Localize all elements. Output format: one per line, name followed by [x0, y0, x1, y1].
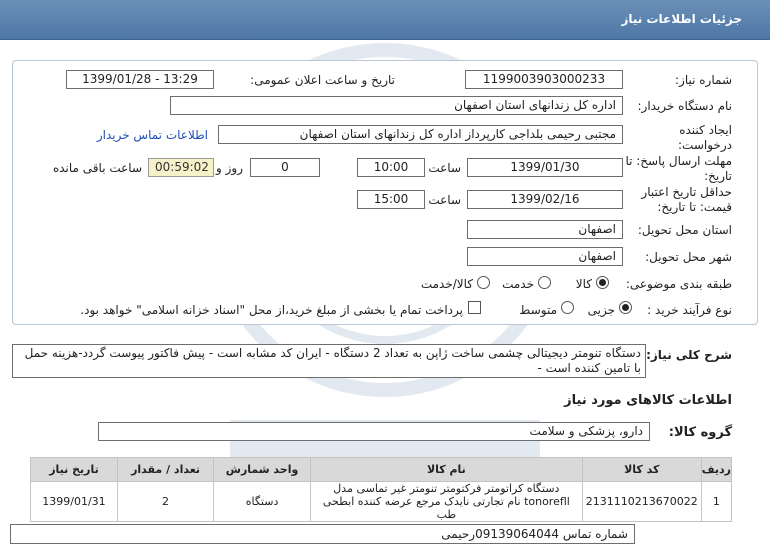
col-unit: واحد شمارش — [214, 458, 311, 482]
city-label: شهر محل تحویل: — [645, 250, 732, 264]
page-header — [0, 0, 770, 40]
category-option-goods-service: کالا/خدمت — [420, 277, 473, 291]
creator-field[interactable]: مجتبی رحیمی بلداجی کارپرداز اداره کل زندانهای استان اصفهان — [218, 125, 623, 144]
description-field: دستگاه تنومتر دیجیتالی چشمی ساخت ژاپن به تعداد 2 دستگاه - ایران کد مشابه است - پیش فاکتور پیوست گردد-هزینه حمل با تامین کننده است - — [12, 344, 646, 378]
reply-deadline-label: مهلت ارسال پاسخ: تا تاریخ: — [625, 154, 732, 183]
buyer-field[interactable]: اداره کل زندانهای استان اصفهان — [170, 96, 623, 115]
days-field[interactable]: 0 — [250, 158, 320, 177]
buyer-contact-link[interactable]: اطلاعات تماس خریدار — [96, 128, 208, 142]
cell-need-date: 1399/01/31 — [31, 482, 118, 522]
province-label: استان محل تحویل: — [637, 223, 732, 237]
announce-datetime-label: تاریخ و ساعت اعلان عمومی: — [250, 73, 395, 87]
category-radio-service[interactable] — [538, 276, 551, 289]
reply-date-field[interactable]: 1399/01/30 — [467, 158, 623, 177]
col-item-code: کد کالا — [582, 458, 701, 482]
category-radio-goods-service[interactable] — [477, 276, 490, 289]
table-row[interactable] — [31, 482, 732, 522]
goods-group-label: گروه کالا: — [668, 425, 732, 440]
goods-section-title: اطلاعات کالاهای مورد نیاز — [564, 393, 732, 408]
process-radio-minor[interactable] — [619, 301, 632, 314]
col-quantity: تعداد / مقدار — [117, 458, 213, 482]
announce-datetime-field[interactable]: 1399/01/28 - 13:29 — [66, 70, 214, 89]
days-label: روز و — [216, 161, 243, 175]
category-option-service: خدمت — [502, 277, 534, 291]
province-field[interactable]: اصفهان — [467, 220, 623, 239]
cell-item-code: 2131110213670022 — [582, 482, 701, 522]
description-label: شرح کلی نیاز: — [646, 348, 732, 362]
treasury-payment-checkbox[interactable] — [468, 301, 481, 314]
price-date-field[interactable]: 1399/02/16 — [467, 190, 623, 209]
goods-table — [30, 457, 732, 522]
process-option-minor: جزیی — [587, 303, 615, 317]
col-item-name: نام کالا — [310, 458, 582, 482]
reply-time-field[interactable]: 10:00 — [357, 158, 425, 177]
process-option-medium: متوسط — [519, 303, 557, 317]
page-title: جزئیات اطلاعات نیاز — [621, 12, 742, 26]
price-time-field[interactable]: 15:00 — [357, 190, 425, 209]
cell-item-name: دستگاه کراتومتر فرکتومتر تنومتر غیر تماسی مدل tonorefll نام تجارتی نایدک مرجع عرضه کننده ابطحی طب — [310, 482, 582, 522]
price-time-label: ساعت — [428, 193, 461, 207]
contact-note: شماره تماس 09139064044رحیمی — [10, 524, 635, 544]
cell-unit: دستگاه — [214, 482, 311, 522]
cell-quantity: 2 — [117, 482, 213, 522]
buyer-label: نام دستگاه خریدار: — [637, 99, 732, 113]
col-need-date: تاریخ نیاز — [31, 458, 118, 482]
cell-row-number: 1 — [701, 482, 731, 522]
need-number-label: شماره نیاز: — [675, 73, 732, 87]
city-field[interactable]: اصفهان — [467, 247, 623, 266]
price-validity-label: حداقل تاریخ اعتبار قیمت: تا تاریخ: — [641, 185, 732, 214]
goods-group-field[interactable]: دارو، پزشکی و سلامت — [98, 422, 650, 441]
reply-time-label: ساعت — [428, 161, 461, 175]
category-label: طبقه بندی موضوعی: — [625, 277, 732, 291]
process-label: نوع فرآیند خرید : — [647, 303, 732, 317]
remaining-time-label: ساعت باقی مانده — [52, 161, 142, 175]
remaining-time-field: 00:59:02 — [148, 158, 214, 177]
goods-table-header — [31, 458, 732, 482]
category-option-goods: کالا — [575, 277, 592, 291]
treasury-payment-note: پرداخت تمام یا بخشی از مبلغ خرید،از محل "اسناد خزانه اسلامی" خواهد بود. — [80, 303, 463, 317]
col-row: ردیف — [701, 458, 731, 482]
process-radio-medium[interactable] — [561, 301, 574, 314]
need-number-field[interactable]: 1199003903000233 — [465, 70, 623, 89]
creator-label: ایجاد کننده درخواست: — [678, 123, 732, 152]
category-radio-goods[interactable] — [596, 276, 609, 289]
